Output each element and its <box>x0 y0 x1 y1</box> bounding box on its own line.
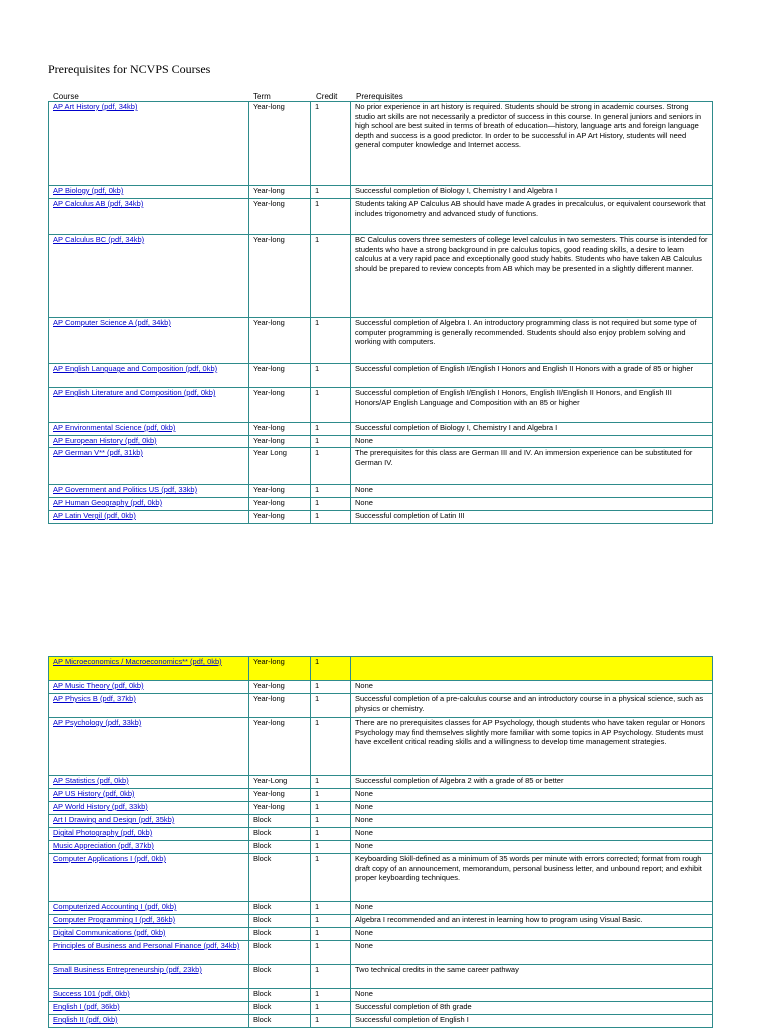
term-cell: Year-long <box>249 694 311 718</box>
table-row <box>49 681 713 694</box>
credit-cell: 1 <box>311 928 351 941</box>
prerequisites-cell: None <box>351 815 713 828</box>
course-cell <box>49 1002 249 1015</box>
course-link[interactable]: AP Environmental Science (pdf, 0kb) <box>53 423 176 432</box>
credit-cell: 1 <box>311 941 351 965</box>
course-link[interactable]: AP Calculus BC (pdf, 34kb) <box>53 235 145 244</box>
course-cell <box>49 802 249 815</box>
course-cell <box>49 388 249 423</box>
table-row <box>49 1015 713 1028</box>
prerequisites-cell: Successful completion of Latin III <box>351 511 713 524</box>
course-link[interactable]: AP Computer Science A (pdf, 34kb) <box>53 318 171 327</box>
table-row <box>49 657 713 681</box>
credit-cell: 1 <box>311 802 351 815</box>
table-row <box>49 802 713 815</box>
course-cell <box>49 186 249 199</box>
term-cell: Year-long <box>249 199 311 235</box>
course-link[interactable]: AP Government and Politics US (pdf, 33kb) <box>53 485 198 494</box>
term-cell: Block <box>249 815 311 828</box>
prerequisites-cell: BC Calculus covers three semesters of college level calculus in two semesters. This course is intended for students who have a strong background in pre calculus topics, good reading skills, a desire to learn calculus at a very rapid pace and exceptionally good study habits. Students who have taken AB Calculus should be prepared to review concepts from AB which may be presented in a slightly different manner. <box>351 235 713 318</box>
term-cell: Year-long <box>249 235 311 318</box>
page-title: Prerequisites for NCVPS Courses <box>48 62 211 76</box>
table-row <box>49 989 713 1002</box>
prerequisites-cell: Students taking AP Calculus AB should have made A grades in precalculus, or equivalent coursework that includes trigonometry and advanced study of functions. <box>351 199 713 235</box>
course-link[interactable]: AP Biology (pdf, 0kb) <box>53 186 124 195</box>
prerequisites-cell: Successful completion of English I <box>351 1015 713 1028</box>
course-cell <box>49 511 249 524</box>
course-cell <box>49 448 249 485</box>
term-cell: Block <box>249 1015 311 1028</box>
term-cell: Year-long <box>249 789 311 802</box>
table-row <box>49 318 713 364</box>
prerequisites-cell: None <box>351 989 713 1002</box>
prerequisites-cell: Successful completion of a pre-calculus course and an introductory course in a physical science, such as physics or chemistry. <box>351 694 713 718</box>
credit-cell: 1 <box>311 498 351 511</box>
prerequisites-cell: The prerequisites for this class are German III and IV. An immersion experience can be substituted for German IV. <box>351 448 713 485</box>
course-link[interactable]: Computer Applications I (pdf, 0kb) <box>53 854 166 863</box>
table-header <box>48 91 712 101</box>
course-cell <box>49 928 249 941</box>
term-cell: Block <box>249 841 311 854</box>
prerequisites-cell: None <box>351 902 713 915</box>
course-cell <box>49 828 249 841</box>
term-cell: Year-long <box>249 718 311 776</box>
course-link[interactable]: Computer Programming I (pdf, 36kb) <box>53 915 176 924</box>
credit-cell: 1 <box>311 1002 351 1015</box>
credit-cell: 1 <box>311 235 351 318</box>
credit-cell: 1 <box>311 448 351 485</box>
course-cell <box>49 235 249 318</box>
credit-cell: 1 <box>311 1015 351 1028</box>
prerequisites-cell: Successful completion of Algebra I. An introductory programming class is not required but some type of computer programming is generally recommended. Students should also enjoy problem solving and working with computers. <box>351 318 713 364</box>
prerequisites-cell: None <box>351 789 713 802</box>
credit-cell: 1 <box>311 318 351 364</box>
term-cell: Year-long <box>249 436 311 448</box>
term-cell: Block <box>249 928 311 941</box>
course-cell <box>49 681 249 694</box>
table-row <box>49 776 713 789</box>
course-link[interactable]: English I (pdf, 36kb) <box>53 1002 120 1011</box>
table-row <box>49 1002 713 1015</box>
table-row <box>49 186 713 199</box>
credit-cell: 1 <box>311 186 351 199</box>
term-cell: Block <box>249 989 311 1002</box>
credit-cell: 1 <box>311 828 351 841</box>
prerequisites-cell: None <box>351 828 713 841</box>
table-row <box>49 498 713 511</box>
header-credit: Credit <box>316 92 338 101</box>
course-link[interactable]: Success 101 (pdf, 0kb) <box>53 989 130 998</box>
prerequisites-cell: None <box>351 841 713 854</box>
term-cell: Year-long <box>249 485 311 498</box>
prerequisites-cell: None <box>351 681 713 694</box>
course-cell <box>49 854 249 902</box>
course-link[interactable]: Small Business Entrepreneurship (pdf, 23kb) <box>53 965 202 974</box>
course-cell <box>49 199 249 235</box>
table-row <box>49 815 713 828</box>
course-link[interactable]: AP Art History (pdf, 34kb) <box>53 102 138 111</box>
term-cell: Year-long <box>249 364 311 388</box>
prerequisites-cell: Successful completion of 8th grade <box>351 1002 713 1015</box>
header-course: Course <box>53 92 79 101</box>
course-cell <box>49 694 249 718</box>
course-cell <box>49 902 249 915</box>
course-link[interactable]: AP European History (pdf, 0kb) <box>53 436 157 445</box>
table-row <box>49 854 713 902</box>
credit-cell: 1 <box>311 388 351 423</box>
credit-cell: 1 <box>311 789 351 802</box>
credit-cell: 1 <box>311 841 351 854</box>
course-link[interactable]: AP Microeconomics / Macroeconomics** (pdf, 0kb) <box>53 657 222 666</box>
table-row <box>49 423 713 436</box>
course-link[interactable]: English II (pdf, 0kb) <box>53 1015 118 1024</box>
credit-cell: 1 <box>311 915 351 928</box>
term-cell: Block <box>249 854 311 902</box>
term-cell: Year-long <box>249 423 311 436</box>
credit-cell: 1 <box>311 965 351 989</box>
table-row <box>49 448 713 485</box>
prerequisites-cell: Keyboarding Skill-defined as a minimum of 35 words per minute with errors corrected; format from rough draft copy of an announcement, memorandum, personal business letter, and unbound report; and exhibit proper keyboarding techniques. <box>351 854 713 902</box>
course-link[interactable]: AP Calculus AB (pdf, 34kb) <box>53 199 144 208</box>
table-row <box>49 235 713 318</box>
course-cell <box>49 815 249 828</box>
course-link[interactable]: AP Latin Vergil (pdf, 0kb) <box>53 511 136 520</box>
prerequisites-cell <box>351 657 713 681</box>
credit-cell: 1 <box>311 511 351 524</box>
course-cell <box>49 1015 249 1028</box>
course-cell <box>49 841 249 854</box>
course-link[interactable]: AP Psychology (pdf, 33kb) <box>53 718 142 727</box>
course-link[interactable]: Art I Drawing and Design (pdf, 35kb) <box>53 815 175 824</box>
table-row <box>49 102 713 186</box>
credit-cell: 1 <box>311 364 351 388</box>
term-cell: Year-long <box>249 388 311 423</box>
table-row <box>49 941 713 965</box>
course-cell <box>49 364 249 388</box>
table-row <box>49 841 713 854</box>
table-row <box>49 436 713 448</box>
term-cell: Block <box>249 965 311 989</box>
course-cell <box>49 965 249 989</box>
course-link[interactable]: AP English Language and Composition (pdf, 0kb) <box>53 364 218 373</box>
credit-cell: 1 <box>311 102 351 186</box>
course-link[interactable]: AP US History (pdf, 0kb) <box>53 789 135 798</box>
course-link[interactable]: Digital Photography (pdf, 0kb) <box>53 828 153 837</box>
prerequisites-cell: None <box>351 941 713 965</box>
course-link[interactable]: AP English Literature and Composition (pdf, 0kb) <box>53 388 216 397</box>
credit-cell: 1 <box>311 423 351 436</box>
prerequisites-cell: None <box>351 436 713 448</box>
prerequisites-cell: Two technical credits in the same career pathway <box>351 965 713 989</box>
credit-cell: 1 <box>311 681 351 694</box>
course-cell <box>49 485 249 498</box>
term-cell: Year-long <box>249 498 311 511</box>
prerequisites-cell: Successful completion of Biology I, Chemistry I and Algebra I <box>351 186 713 199</box>
table-row <box>49 694 713 718</box>
term-cell: Year Long <box>249 448 311 485</box>
courses-table-2 <box>48 656 713 1028</box>
course-cell <box>49 718 249 776</box>
course-link[interactable]: AP World History (pdf, 33kb) <box>53 802 148 811</box>
header-prerequisites: Prerequisites <box>356 92 403 101</box>
credit-cell: 1 <box>311 902 351 915</box>
course-cell <box>49 498 249 511</box>
course-cell <box>49 423 249 436</box>
term-cell: Block <box>249 1002 311 1015</box>
course-link[interactable]: Music Appreciation (pdf, 37kb) <box>53 841 154 850</box>
course-cell <box>49 318 249 364</box>
term-cell: Block <box>249 915 311 928</box>
table-row <box>49 965 713 989</box>
course-cell <box>49 436 249 448</box>
table-row <box>49 388 713 423</box>
course-link[interactable]: AP Statistics (pdf, 0kb) <box>53 776 129 785</box>
course-cell <box>49 989 249 1002</box>
course-link[interactable]: AP Human Geography (pdf, 0kb) <box>53 498 163 507</box>
prerequisites-cell: Algebra I recommended and an interest in learning how to program using Visual Basic. <box>351 915 713 928</box>
table-row <box>49 789 713 802</box>
term-cell: Year-Long <box>249 776 311 789</box>
term-cell: Year-long <box>249 318 311 364</box>
prerequisites-cell: None <box>351 928 713 941</box>
credit-cell: 1 <box>311 776 351 789</box>
term-cell: Year-long <box>249 681 311 694</box>
prerequisites-cell: Successful completion of English I/English I Honors, English II/English II Honors, and English III Honors/AP English Language and Composition with an 85 or higher <box>351 388 713 423</box>
term-cell: Year-long <box>249 186 311 199</box>
prerequisites-cell: None <box>351 485 713 498</box>
credit-cell: 1 <box>311 718 351 776</box>
course-link[interactable]: Digital Communications (pdf, 0kb) <box>53 928 166 937</box>
credit-cell: 1 <box>311 694 351 718</box>
credit-cell: 1 <box>311 854 351 902</box>
course-cell <box>49 789 249 802</box>
table-row <box>49 718 713 776</box>
credit-cell: 1 <box>311 436 351 448</box>
table-row <box>49 364 713 388</box>
course-cell <box>49 941 249 965</box>
term-cell: Year-long <box>249 802 311 815</box>
prerequisites-cell: Successful completion of Algebra 2 with a grade of 85 or better <box>351 776 713 789</box>
prerequisites-cell: None <box>351 802 713 815</box>
table-row <box>49 485 713 498</box>
credit-cell: 1 <box>311 485 351 498</box>
header-term: Term <box>253 92 271 101</box>
credit-cell: 1 <box>311 989 351 1002</box>
course-link[interactable]: AP Physics B (pdf, 37kb) <box>53 694 136 703</box>
course-cell <box>49 776 249 789</box>
table-row <box>49 199 713 235</box>
course-cell <box>49 102 249 186</box>
courses-table-1 <box>48 101 713 524</box>
term-cell: Year-long <box>249 102 311 186</box>
term-cell: Block <box>249 902 311 915</box>
prerequisites-cell: None <box>351 498 713 511</box>
course-cell <box>49 915 249 928</box>
credit-cell: 1 <box>311 815 351 828</box>
term-cell: Block <box>249 941 311 965</box>
course-link[interactable]: Principles of Business and Personal Finance (pdf, 34kb) <box>53 941 240 950</box>
credit-cell: 1 <box>311 199 351 235</box>
prerequisites-cell: No prior experience in art history is required. Students should be strong in academic courses. Strong studio art skills are not necessarily a predictor of success in this course. In general juniors and seniors in high school are best suited in terms of breath of education—history, language arts and foreign language depth and success is a good predictor. In order to be successful in AP Art History, students will need general computer knowledge and Internet access. <box>351 102 713 186</box>
table-row <box>49 902 713 915</box>
credit-cell: 1 <box>311 657 351 681</box>
course-cell <box>49 657 249 681</box>
term-cell: Year-long <box>249 657 311 681</box>
term-cell: Year-long <box>249 511 311 524</box>
table-row <box>49 928 713 941</box>
prerequisites-cell: Successful completion of Biology I, Chemistry I and Algebra I <box>351 423 713 436</box>
table-row <box>49 828 713 841</box>
course-link[interactable]: Computerized Accounting I (pdf, 0kb) <box>53 902 177 911</box>
term-cell: Block <box>249 828 311 841</box>
course-link[interactable]: AP Music Theory (pdf, 0kb) <box>53 681 144 690</box>
table-row <box>49 511 713 524</box>
prerequisites-cell: Successful completion of English I/English I Honors and English II Honors with a grade of 85 or higher <box>351 364 713 388</box>
prerequisites-cell: There are no prerequisites classes for AP Psychology, though students who have taken regular or Honors Psychology may find themselves slightly more familiar with some topics in AP Psychology. Students must have excellent critical reading skills and a willingness to develop time management strategies. <box>351 718 713 776</box>
table-row <box>49 915 713 928</box>
course-link[interactable]: AP German V** (pdf, 31kb) <box>53 448 143 457</box>
